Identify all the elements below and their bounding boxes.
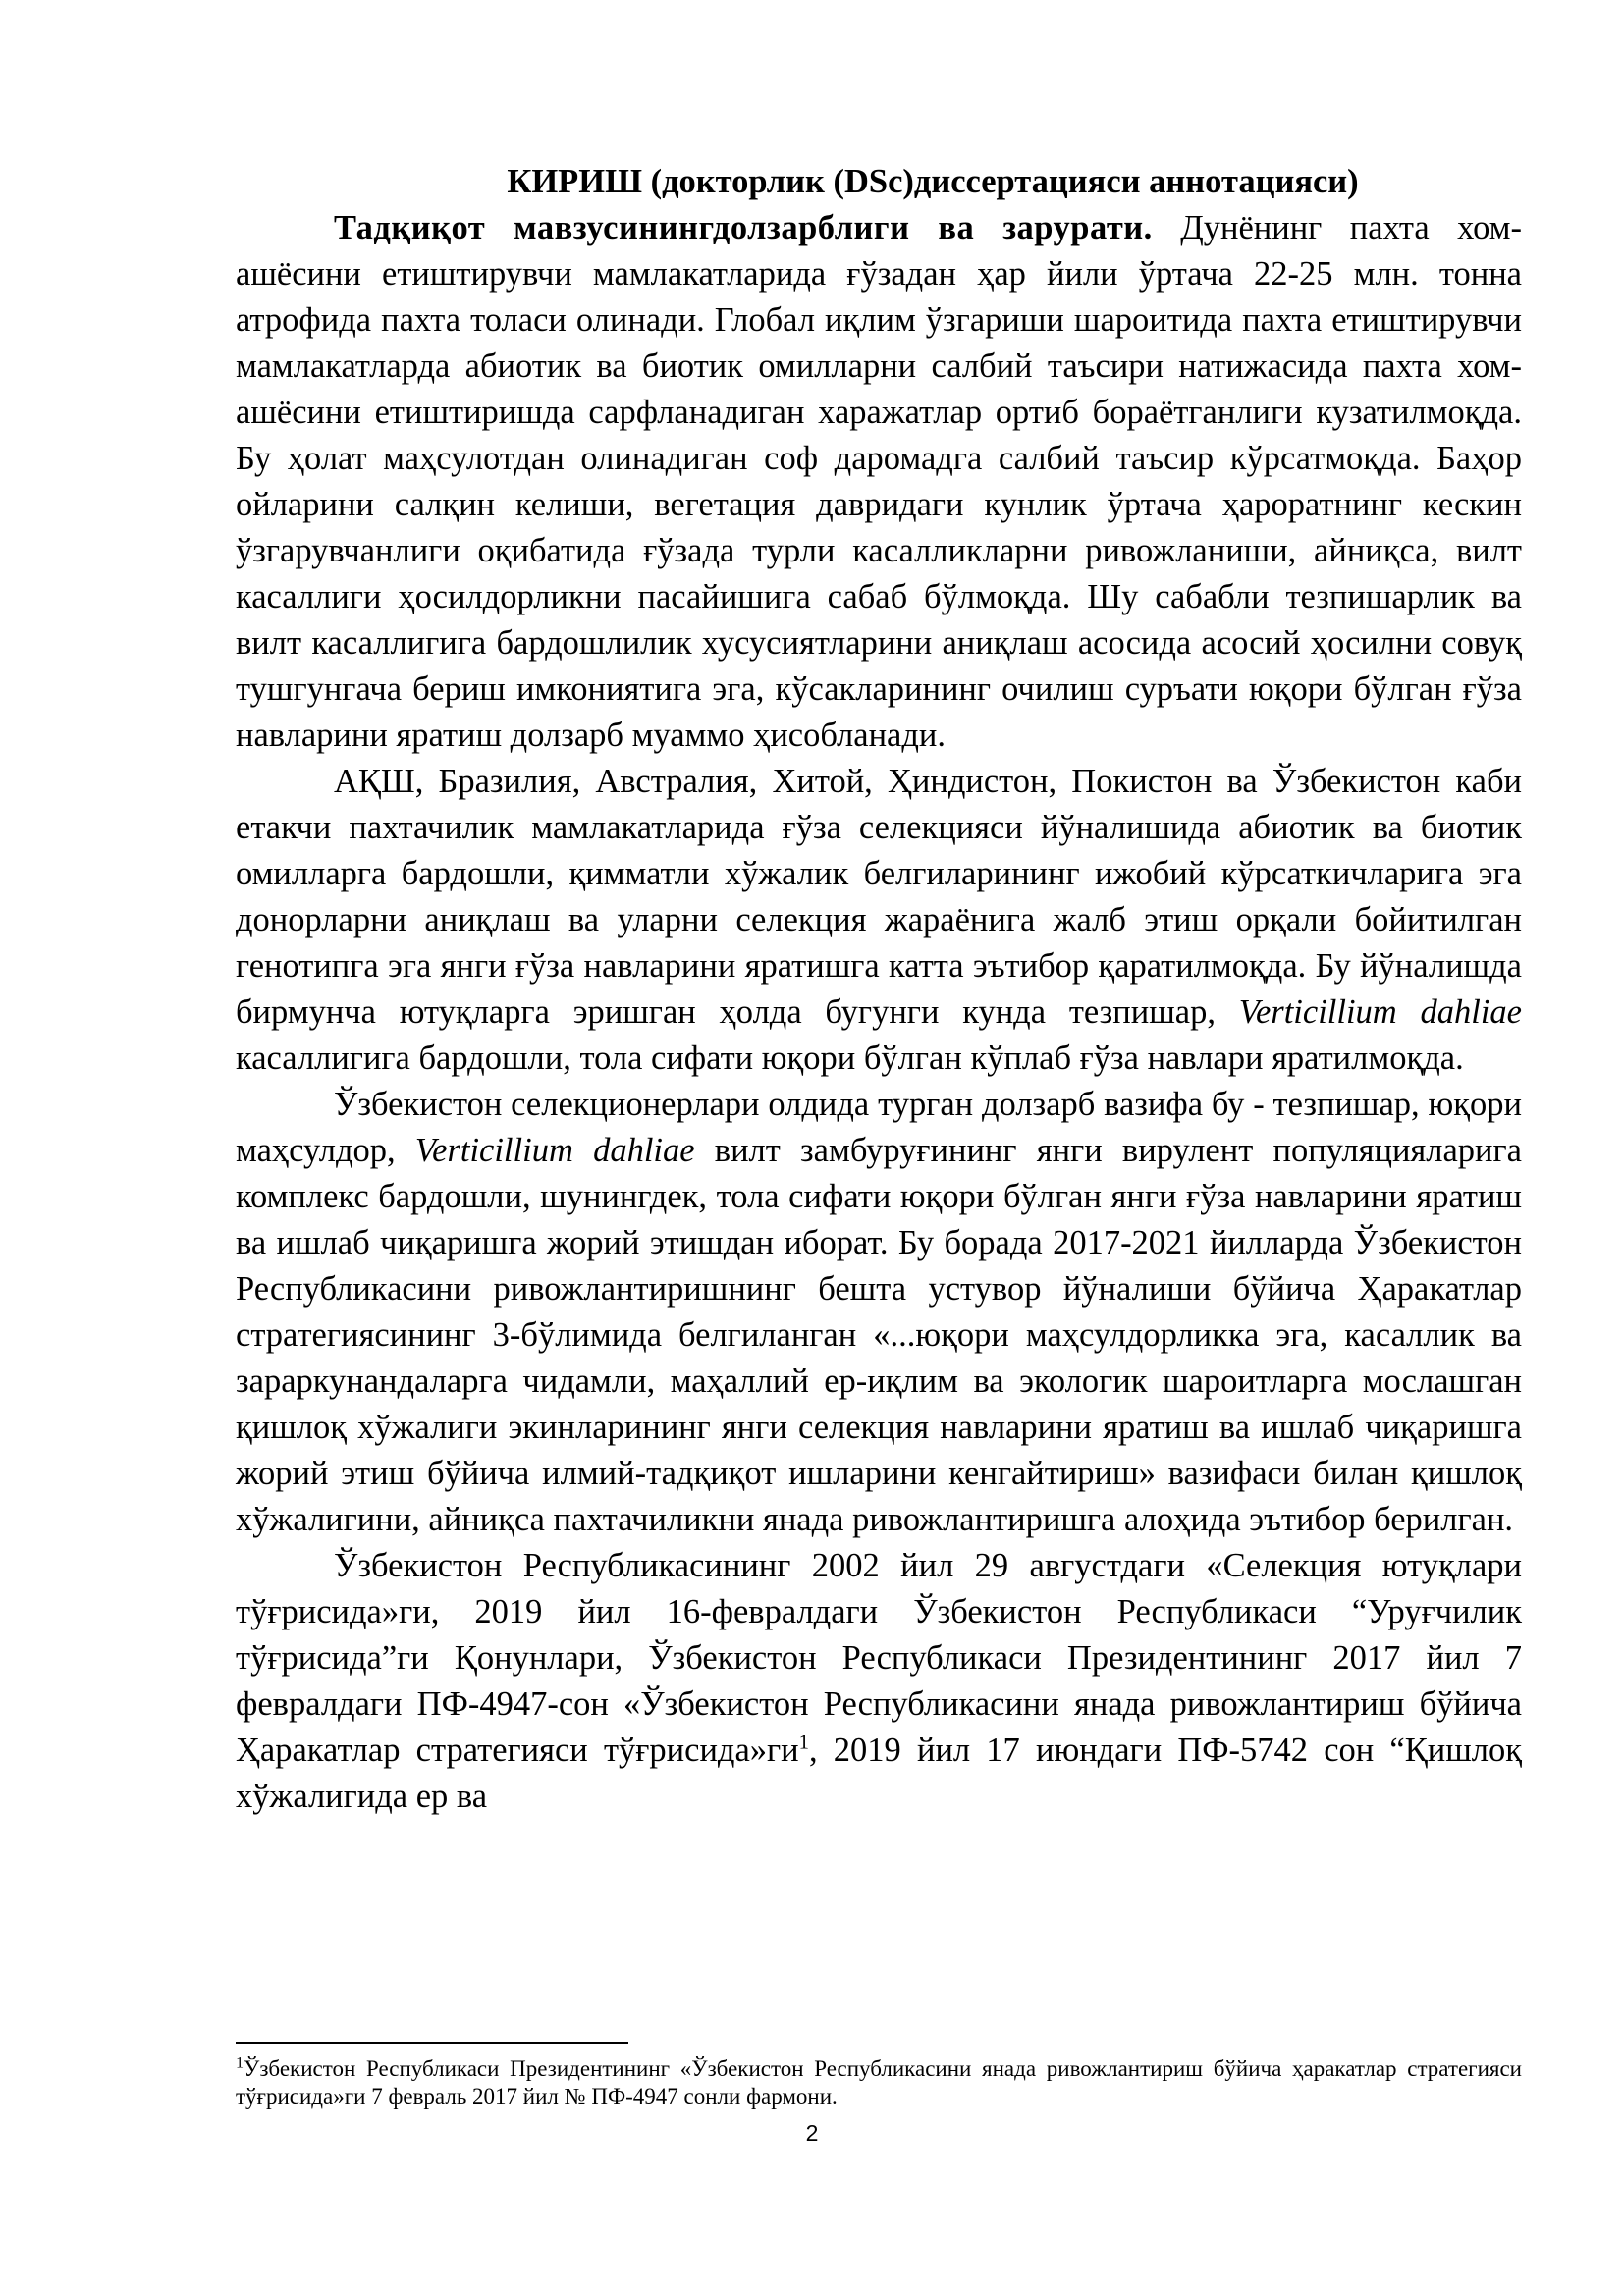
paragraph-laws bbox=[236, 1543, 1522, 1820]
species-name: Verticillium dahliae bbox=[414, 1132, 695, 1169]
document-page bbox=[236, 147, 1522, 1820]
footnote bbox=[236, 2056, 1522, 2110]
footnote-separator bbox=[236, 2042, 628, 2044]
paragraph-text: Ўзбекистон Республикасининг 2002 йил 29 августдаги «Селекция ютуқлари тўғрисида»ги, 2019 йил 16-февралдаги Ўзбекистон Республикаси “Уруғчилик тўғрисида”ги Қонунлари, Ўзбекистон Республикаси Президентининг 2017 йил 7 февралдаги ПФ-4947-сон «Ўзбекистон Республикасини янада ривожлантириш бўйича Ҳаракатлар стратегияси тўғрисида»ги bbox=[236, 1547, 1522, 1769]
paragraph-text: АҚШ, Бразилия, Австралия, Хитой, Ҳиндистон, Покистон ва Ўзбекистон каби етакчи пахтачилик мамлакатларида ғўза селекцияси йўналишида абиотик ва биотик омилларга бардошли, қимматли хўжалик белгиларининг ижобий кўрсаткичларига эга донорларни аниқлаш ва уларни селекция жараёнига жалб этиш орқали бойитилган генотипга эга янги ғўза навларини яратишга катта эътибор қаратилмоқда. Бу йўналишда бирмунча ютуқларга эришган ҳолда бугунги кунда тезпишар, bbox=[236, 763, 1522, 1031]
paragraph-relevance bbox=[236, 205, 1522, 759]
footnote-ref[interactable]: 1 bbox=[798, 1732, 809, 1754]
species-name: Verticillium dahliae bbox=[1238, 993, 1522, 1031]
paragraph-lead: Тадқиқот мавзусинингдолзарблиги ва зарурати. bbox=[334, 209, 1153, 246]
paragraph-text: вилт замбуруғининг янги вирулент популяцияларига комплекс бардошли, шунингдек, тола сифати юқори бўлган янги ғўза навларини яратиш ва ишлаб чиқаришга жорий этишдан иборат. Бу борада 2017-2021 йилларда Ўзбекистон Республикасини ривожлантиришнинг бешта устувор йўналиши бўйича Ҳаракатлар стратегиясининг 3-бўлимида белгиланган «...юқори маҳсулдорликка эга, касаллик ва зараркунандаларга чидамли, маҳаллий ер-иқлим ва экологик шароитларга мослашган қишлоқ хўжалиги экинларининг янги селекция навларини яратиш ва ишлаб чиқаришга жорий этиш бўйича илмий-тадқиқот ишларини кенгайтириш» вазифаси билан қишлоқ хўжалигини, айниқса пахтачиликни янада ривожлантиришга алоҳида эътибор берилган. bbox=[236, 1132, 1522, 1538]
paragraph-text: касаллигига бардошли, тола сифати юқори бўлган кўплаб ғўза навлари яратилмоқда. bbox=[236, 1040, 1464, 1077]
footnote-text: Ўзбекистон Республикаси Президентининг «Ўзбекистон Республикасини янада ривожлантириш бўйича ҳаракатлар стратегияси тўғрисида»ги 7 февраль 2017 йил № ПФ-4947 сонли фармони. bbox=[236, 2056, 1522, 2109]
paragraph-text: Дунёнинг пахта хом-ашёсини етиштирувчи мамлакатларида ғўзадан ҳар йили ўртача 22-25 млн. тонна атрофида пахта толаси олинади. Глобал иқлим ўзгариши шароитида пахта етиштирувчи мамлакатларда абиотик ва биотик омилларни салбий таъсири натижасида пахта хом-ашёсини етиштиришда сарфланадиган харажатлар ортиб бораётганлиги кузатилмоқда. Бу ҳолат маҳсулотдан олинадиган соф даромадга салбий таъсир кўрсатмоқда. Баҳор ойларини салқин келиши, вегетация давридаги кунлик ўртача ҳароратнинг кескин ўзгарувчанлиги оқибатида ғўзада турли касалликларни ривожланиши, айниқса, вилт касаллиги ҳосилдорликни пасайишига сабаб бўлмоқда. Шу сабабли тезпишарлик ва вилт касаллигига бардошлилик хусусиятларини аниқлаш асосида асосий ҳосилни совуқ тушгунгача бериш имкониятига эга, кўсакларининг очилиш суръати юқори бўлган ғўза навларини яратиш долзарб муаммо ҳисобланади. bbox=[236, 209, 1522, 754]
paragraph-countries bbox=[236, 759, 1522, 1082]
footnote-marker: 1 bbox=[236, 2055, 244, 2072]
paragraph-text: , 2019 йил 17 июндаги ПФ-5742 сон “Қишлоқ хўжалигида ер ва bbox=[236, 1732, 1522, 1815]
page-number: 2 bbox=[805, 2120, 819, 2146]
paragraph-breeders bbox=[236, 1082, 1522, 1543]
section-title: КИРИШ (докторлик (DSc)диссертацияси аннотацияси) bbox=[507, 163, 1359, 200]
paragraph-text: Ўзбекистон селекционерлари олдида турган долзарб вазифа бу - тезпишар, юқори маҳсулдор, bbox=[236, 1086, 1522, 1169]
